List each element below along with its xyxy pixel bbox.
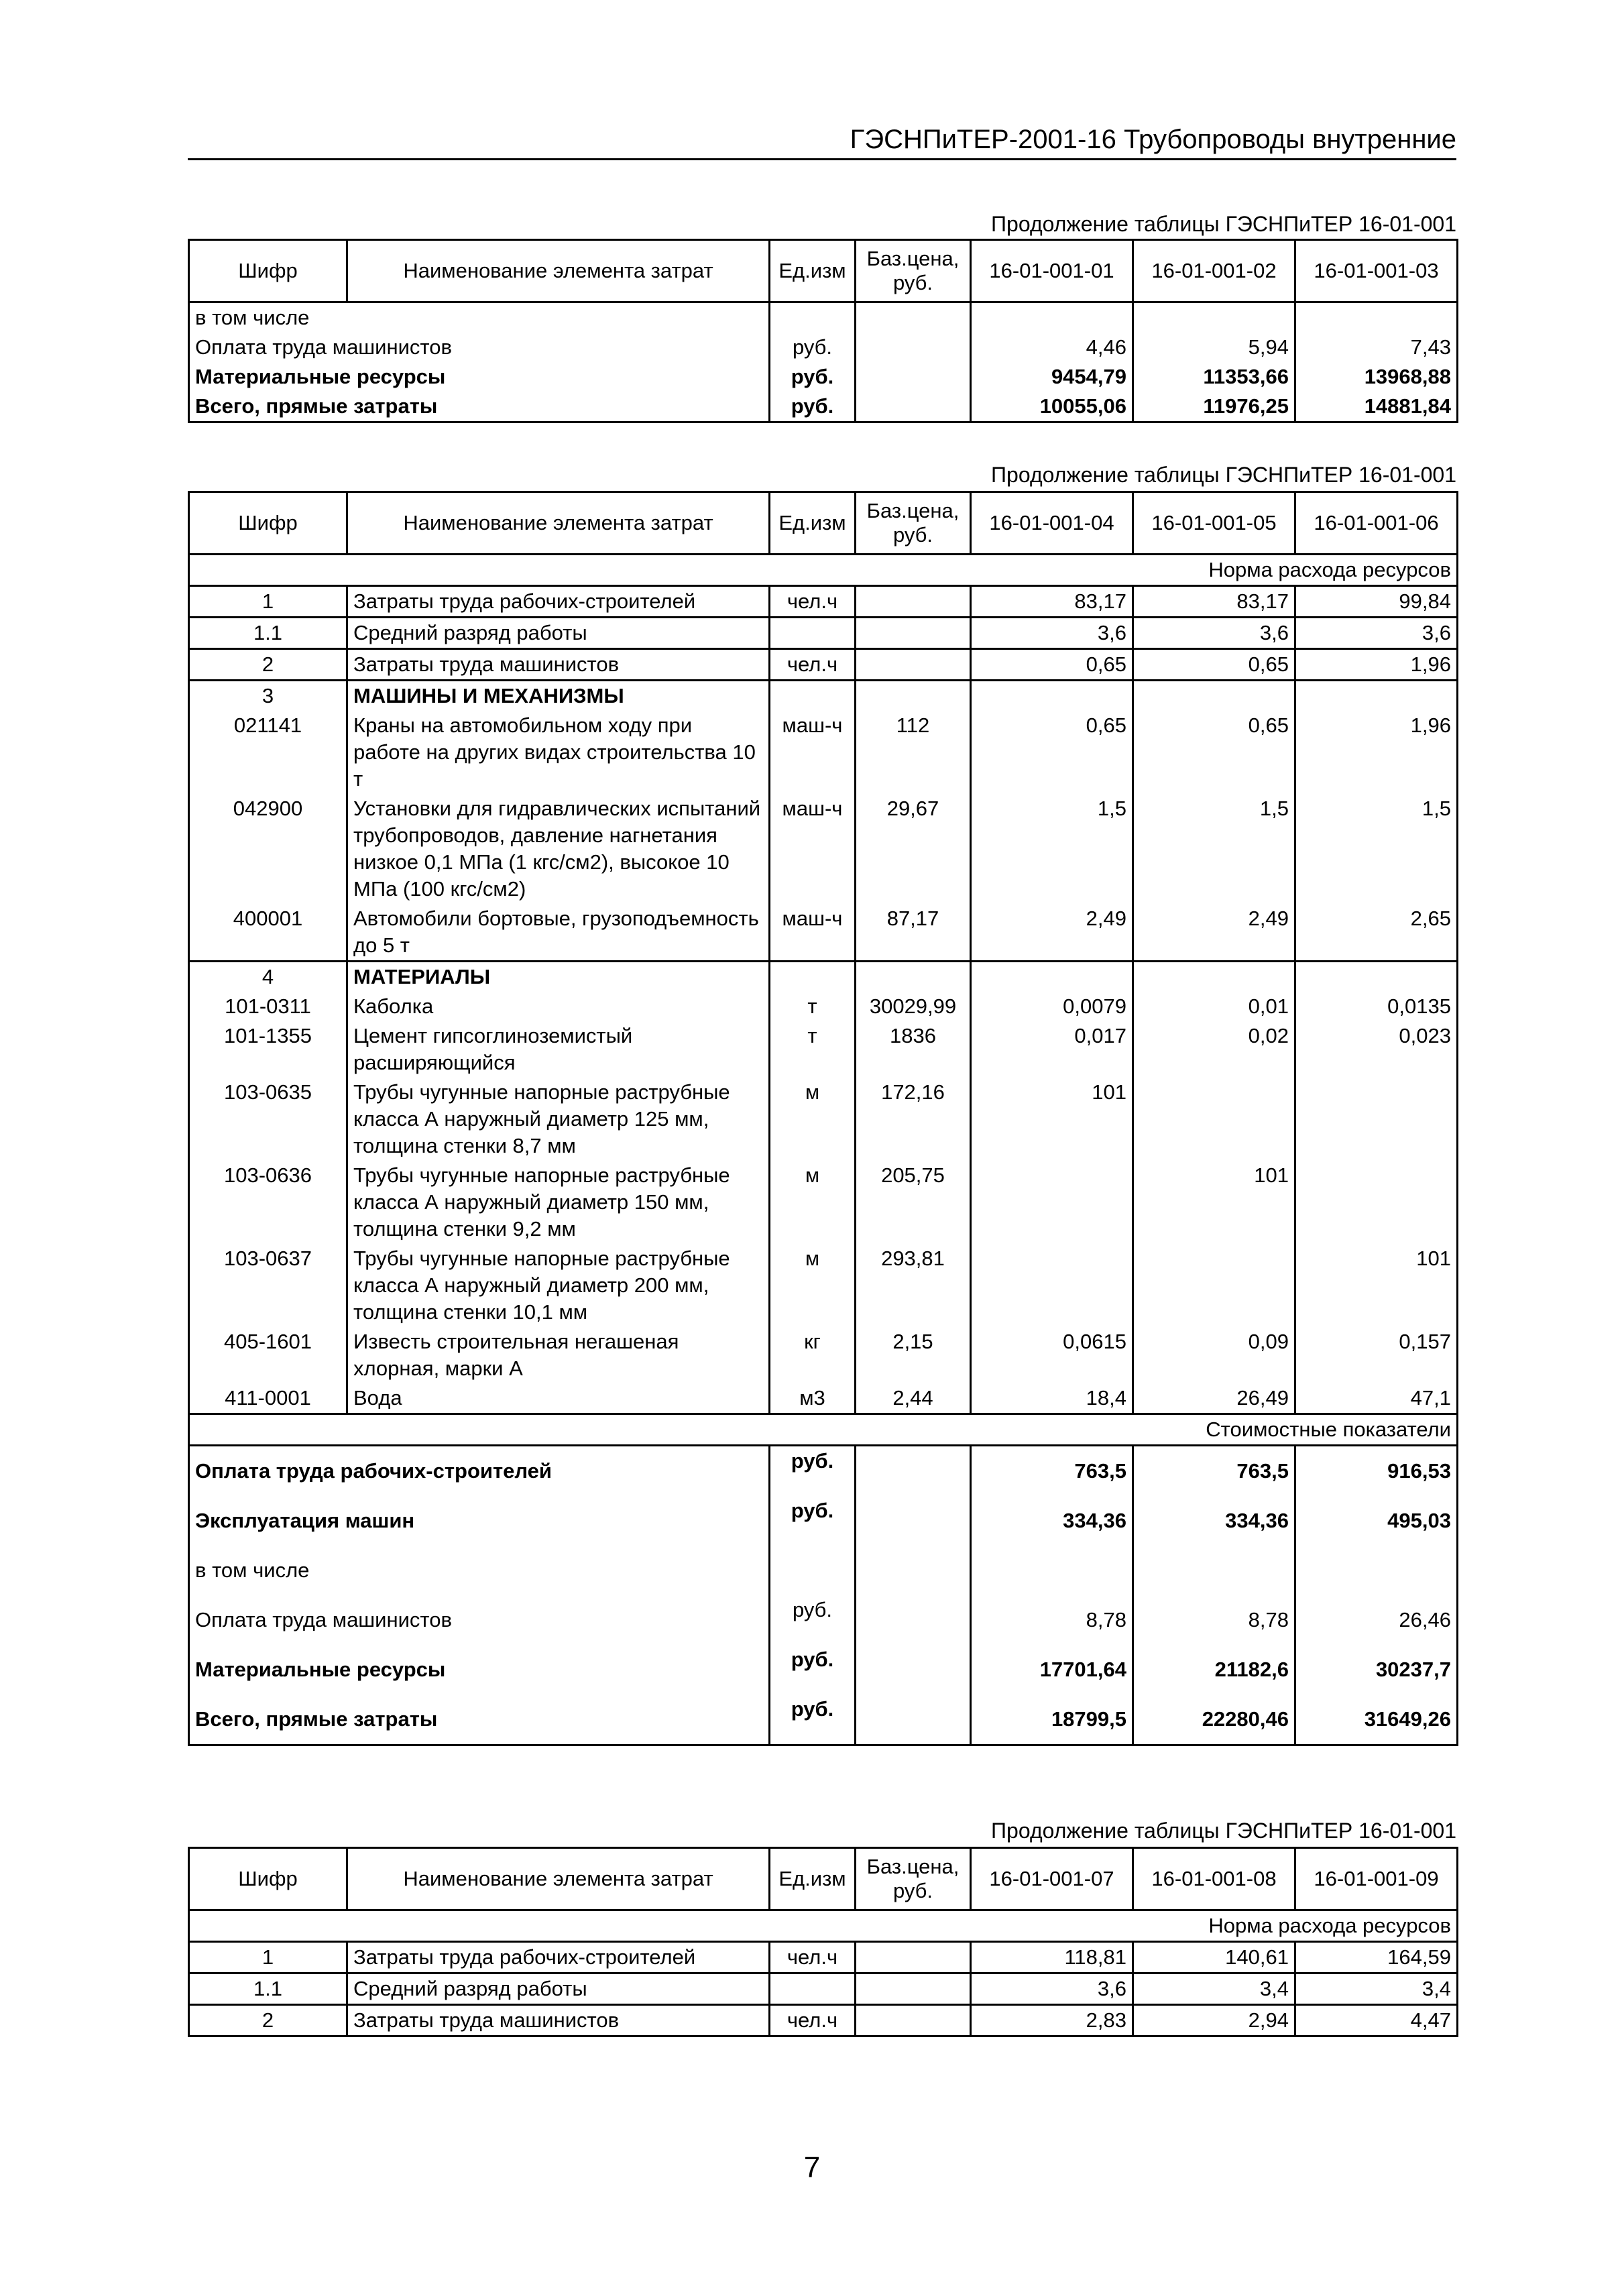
value-cell: 0,01 — [1133, 992, 1295, 1021]
value-cell: 2,94 — [1133, 2005, 1295, 2036]
price-cell — [856, 392, 971, 422]
page-number: 7 — [803, 2151, 821, 2184]
name-cell: Затраты труда машинистов — [347, 2005, 770, 2036]
value-cell — [1133, 681, 1295, 711]
col-price: Баз.цена, руб. — [856, 240, 971, 302]
col-name: Наименование элемента затрат — [347, 240, 770, 302]
col-v3: 16-01-001-03 — [1295, 240, 1458, 302]
table-row — [189, 649, 1458, 681]
table-1-header — [189, 240, 1458, 302]
value-cell: 1,96 — [1295, 649, 1458, 681]
table-row — [189, 1021, 1458, 1078]
unit-cell: руб. — [770, 1446, 856, 1497]
value-cell: 0,023 — [1295, 1021, 1458, 1078]
value-cell: 0,65 — [1133, 649, 1295, 681]
unit-cell: руб. — [770, 1595, 856, 1645]
col-v1: 16-01-001-01 — [971, 240, 1133, 302]
value-cell: 4,47 — [1295, 2005, 1458, 2036]
value-cell: 18799,5 — [971, 1695, 1133, 1745]
price-cell: 2,15 — [856, 1327, 971, 1383]
page-header — [188, 125, 1456, 160]
name-cell: Вода — [347, 1383, 770, 1414]
name-cell: Известь строительная негашеная хлорная, марки А — [347, 1327, 770, 1383]
table-row — [189, 362, 1458, 392]
value-cell: 11976,25 — [1133, 392, 1295, 422]
table-2 — [188, 491, 1458, 1746]
name-cell: Затраты труда рабочих-строителей — [347, 1942, 770, 1973]
col-v3: 16-01-001-09 — [1295, 1848, 1458, 1910]
unit-cell: чел.ч — [770, 1942, 856, 1973]
table-2-header — [189, 492, 1458, 555]
unit-cell: м — [770, 1078, 856, 1161]
unit-cell — [770, 1973, 856, 2005]
table-row — [189, 962, 1458, 992]
value-cell: 18,4 — [971, 1383, 1133, 1414]
unit-cell: руб. — [770, 1496, 856, 1546]
unit-cell: м3 — [770, 1383, 856, 1414]
unit-cell: руб. — [770, 362, 856, 392]
table-row — [189, 1942, 1458, 1973]
cost-name: Оплата труда машинистов — [189, 333, 770, 362]
table-row — [189, 1645, 1458, 1695]
price-cell — [856, 681, 971, 711]
value-cell: 9454,79 — [971, 362, 1133, 392]
code-cell: 3 — [189, 681, 347, 711]
table-row — [189, 1078, 1458, 1161]
unit-cell: т — [770, 1021, 856, 1078]
value-cell: 1,5 — [971, 794, 1133, 904]
col-name: Наименование элемента затрат — [347, 492, 770, 555]
value-cell: 0,65 — [1133, 711, 1295, 794]
col-code: Шифр — [189, 492, 347, 555]
code-cell: 103-0637 — [189, 1244, 347, 1327]
code-cell: 042900 — [189, 794, 347, 904]
code-cell: 103-0636 — [189, 1161, 347, 1244]
table-row — [189, 302, 1458, 333]
value-cell: 0,017 — [971, 1021, 1133, 1078]
code-cell: 1.1 — [189, 1973, 347, 2005]
value-cell: 83,17 — [1133, 586, 1295, 618]
unit-cell: чел.ч — [770, 2005, 856, 2036]
col-name: Наименование элемента затрат — [347, 1848, 770, 1910]
value-cell: 916,53 — [1295, 1446, 1458, 1497]
value-cell: 3,6 — [1295, 618, 1458, 649]
col-v2: 16-01-001-08 — [1133, 1848, 1295, 1910]
price-cell: 172,16 — [856, 1078, 971, 1161]
col-unit: Ед.изм — [770, 492, 856, 555]
value-cell — [1295, 1161, 1458, 1244]
value-cell: 7,43 — [1295, 333, 1458, 362]
value-cell — [1133, 1244, 1295, 1327]
price-cell — [856, 302, 971, 333]
table-row — [189, 333, 1458, 362]
col-price: Баз.цена, руб. — [856, 492, 971, 555]
cost-name: Оплата труда рабочих-строителей — [189, 1446, 770, 1497]
value-cell: 0,0135 — [1295, 992, 1458, 1021]
price-cell — [856, 649, 971, 681]
price-cell — [856, 2005, 971, 2036]
value-cell: 1,5 — [1133, 794, 1295, 904]
table-row — [189, 1546, 1458, 1595]
col-code: Шифр — [189, 1848, 347, 1910]
value-cell — [1295, 962, 1458, 992]
value-cell — [1295, 1078, 1458, 1161]
name-cell: МАТЕРИАЛЫ — [347, 962, 770, 992]
col-unit: Ед.изм — [770, 1848, 856, 1910]
value-cell — [971, 962, 1133, 992]
unit-cell: маш-ч — [770, 711, 856, 794]
table-row — [189, 904, 1458, 962]
value-cell — [1133, 302, 1295, 333]
value-cell: 334,36 — [1133, 1496, 1295, 1546]
price-cell: 205,75 — [856, 1161, 971, 1244]
value-cell: 14881,84 — [1295, 392, 1458, 422]
value-cell — [1133, 1078, 1295, 1161]
table-row — [189, 1496, 1458, 1546]
name-cell: Автомобили бортовые, грузоподъемность до 5 т — [347, 904, 770, 962]
value-cell — [1295, 681, 1458, 711]
value-cell: 31649,26 — [1295, 1695, 1458, 1745]
value-cell: 2,83 — [971, 2005, 1133, 2036]
table-caption-3: Продолжение таблицы ГЭСНПиТЕР 16-01-001 — [991, 1819, 1456, 1843]
norm-label: Норма расхода ресурсов — [189, 555, 1458, 586]
table-row — [189, 1446, 1458, 1497]
value-cell: 4,46 — [971, 333, 1133, 362]
value-cell: 763,5 — [971, 1446, 1133, 1497]
col-price: Баз.цена, руб. — [856, 1848, 971, 1910]
name-cell: Каболка — [347, 992, 770, 1021]
norm-row — [189, 1910, 1458, 1942]
price-cell — [856, 333, 971, 362]
value-cell — [1295, 1546, 1458, 1595]
code-cell: 2 — [189, 2005, 347, 2036]
price-cell — [856, 1446, 971, 1497]
unit-cell: руб. — [770, 1695, 856, 1745]
unit-cell — [770, 962, 856, 992]
value-cell: 11353,66 — [1133, 362, 1295, 392]
code-cell: 101-1355 — [189, 1021, 347, 1078]
unit-cell: чел.ч — [770, 649, 856, 681]
cost-name: Материальные ресурсы — [189, 1645, 770, 1695]
table-caption-2: Продолжение таблицы ГЭСНПиТЕР 16-01-001 — [991, 463, 1456, 487]
value-cell: 3,6 — [971, 618, 1133, 649]
col-v1: 16-01-001-04 — [971, 492, 1133, 555]
unit-cell: кг — [770, 1327, 856, 1383]
code-cell: 103-0635 — [189, 1078, 347, 1161]
value-cell — [971, 1546, 1133, 1595]
code-cell: 101-0311 — [189, 992, 347, 1021]
name-cell: Трубы чугунные напорные раструбные класса А наружный диаметр 150 мм, толщина стенки 9,2 мм — [347, 1161, 770, 1244]
table-row — [189, 1695, 1458, 1745]
value-cell: 13968,88 — [1295, 362, 1458, 392]
value-cell: 101 — [971, 1078, 1133, 1161]
value-cell: 47,1 — [1295, 1383, 1458, 1414]
value-cell: 0,0079 — [971, 992, 1133, 1021]
unit-cell: руб. — [770, 333, 856, 362]
value-cell: 118,81 — [971, 1942, 1133, 1973]
cost-name: Оплата труда машинистов — [189, 1595, 770, 1645]
price-cell — [856, 962, 971, 992]
unit-cell — [770, 681, 856, 711]
price-cell — [856, 1695, 971, 1745]
price-cell — [856, 1546, 971, 1595]
table-row — [189, 1595, 1458, 1645]
value-cell — [1133, 962, 1295, 992]
price-cell: 112 — [856, 711, 971, 794]
table-row — [189, 1161, 1458, 1244]
value-cell: 17701,64 — [971, 1645, 1133, 1695]
norm-label: Норма расхода ресурсов — [189, 1910, 1458, 1942]
value-cell: 2,65 — [1295, 904, 1458, 962]
value-cell: 26,46 — [1295, 1595, 1458, 1645]
table-3 — [188, 1847, 1458, 2037]
value-cell: 21182,6 — [1133, 1645, 1295, 1695]
value-cell: 140,61 — [1133, 1942, 1295, 1973]
code-cell: 1.1 — [189, 618, 347, 649]
value-cell: 99,84 — [1295, 586, 1458, 618]
value-cell: 101 — [1133, 1161, 1295, 1244]
value-cell: 8,78 — [1133, 1595, 1295, 1645]
value-cell: 3,4 — [1295, 1973, 1458, 2005]
table-row — [189, 1383, 1458, 1414]
value-cell: 2,49 — [971, 904, 1133, 962]
unit-cell: т — [770, 992, 856, 1021]
value-cell: 10055,06 — [971, 392, 1133, 422]
code-cell: 1 — [189, 586, 347, 618]
value-cell: 763,5 — [1133, 1446, 1295, 1497]
name-cell: Установки для гидравлических испытаний трубопроводов, давление нагнетания низкое 0,1 МПа (1 кгс/см2), высокое 10 МПа (100 кгс/см2) — [347, 794, 770, 904]
price-cell — [856, 1973, 971, 2005]
value-cell: 8,78 — [971, 1595, 1133, 1645]
name-cell: Трубы чугунные напорные раструбные класса А наружный диаметр 125 мм, толщина стенки 8,7 мм — [347, 1078, 770, 1161]
price-cell: 30029,99 — [856, 992, 971, 1021]
value-cell — [1295, 302, 1458, 333]
table-row — [189, 681, 1458, 711]
unit-cell — [770, 618, 856, 649]
table-row — [189, 794, 1458, 904]
col-v1: 16-01-001-07 — [971, 1848, 1133, 1910]
value-cell: 0,65 — [971, 711, 1133, 794]
cost-name: в том числе — [189, 302, 770, 333]
value-cell — [971, 302, 1133, 333]
price-cell: 2,44 — [856, 1383, 971, 1414]
cost-label: Стоимостные показатели — [189, 1414, 1458, 1446]
name-cell: Затраты труда машинистов — [347, 649, 770, 681]
price-cell: 29,67 — [856, 794, 971, 904]
cost-name: Всего, прямые затраты — [189, 1695, 770, 1745]
code-cell: 2 — [189, 649, 347, 681]
value-cell: 22280,46 — [1133, 1695, 1295, 1745]
value-cell: 2,49 — [1133, 904, 1295, 962]
value-cell: 1,5 — [1295, 794, 1458, 904]
name-cell: Средний разряд работы — [347, 1973, 770, 2005]
value-cell: 1,96 — [1295, 711, 1458, 794]
value-cell — [971, 1244, 1133, 1327]
table-3-header — [189, 1848, 1458, 1910]
value-cell: 30237,7 — [1295, 1645, 1458, 1695]
unit-cell: руб. — [770, 392, 856, 422]
norm-row — [189, 555, 1458, 586]
price-cell: 87,17 — [856, 904, 971, 962]
unit-cell: руб. — [770, 1645, 856, 1695]
unit-cell: чел.ч — [770, 586, 856, 618]
name-cell: Трубы чугунные напорные раструбные класса А наружный диаметр 200 мм, толщина стенки 10,1 мм — [347, 1244, 770, 1327]
price-cell — [856, 1942, 971, 1973]
table-row — [189, 711, 1458, 794]
table-row — [189, 618, 1458, 649]
name-cell: Затраты труда рабочих-строителей — [347, 586, 770, 618]
table-row — [189, 392, 1458, 422]
unit-cell: м — [770, 1244, 856, 1327]
value-cell: 495,03 — [1295, 1496, 1458, 1546]
value-cell: 334,36 — [971, 1496, 1133, 1546]
price-cell — [856, 618, 971, 649]
value-cell: 3,4 — [1133, 1973, 1295, 2005]
name-cell: Цемент гипсоглиноземистый расширяющийся — [347, 1021, 770, 1078]
code-cell: 411-0001 — [189, 1383, 347, 1414]
table-row — [189, 1973, 1458, 2005]
unit-cell: м — [770, 1161, 856, 1244]
name-cell: МАШИНЫ И МЕХАНИЗМЫ — [347, 681, 770, 711]
price-cell — [856, 362, 971, 392]
cost-name: Эксплуатация машин — [189, 1496, 770, 1546]
cost-name: Материальные ресурсы — [189, 362, 770, 392]
value-cell: 3,6 — [971, 1973, 1133, 2005]
unit-cell — [770, 302, 856, 333]
unit-cell — [770, 1546, 856, 1595]
unit-cell: маш-ч — [770, 794, 856, 904]
value-cell — [971, 681, 1133, 711]
code-cell: 405-1601 — [189, 1327, 347, 1383]
name-cell: Средний разряд работы — [347, 618, 770, 649]
code-cell: 400001 — [189, 904, 347, 962]
value-cell: 5,94 — [1133, 333, 1295, 362]
value-cell — [1133, 1546, 1295, 1595]
value-cell: 0,0615 — [971, 1327, 1133, 1383]
name-cell: Краны на автомобильном ходу при работе на других видах строительства 10 т — [347, 711, 770, 794]
code-cell: 021141 — [189, 711, 347, 794]
table-row — [189, 992, 1458, 1021]
value-cell: 0,09 — [1133, 1327, 1295, 1383]
price-cell: 1836 — [856, 1021, 971, 1078]
code-cell: 4 — [189, 962, 347, 992]
value-cell: 0,157 — [1295, 1327, 1458, 1383]
value-cell: 83,17 — [971, 586, 1133, 618]
col-unit: Ед.изм — [770, 240, 856, 302]
value-cell: 164,59 — [1295, 1942, 1458, 1973]
price-cell — [856, 1496, 971, 1546]
col-v2: 16-01-001-02 — [1133, 240, 1295, 302]
table-row — [189, 2005, 1458, 2036]
price-cell: 293,81 — [856, 1244, 971, 1327]
col-v3: 16-01-001-06 — [1295, 492, 1458, 555]
cost-name: Всего, прямые затраты — [189, 392, 770, 422]
price-cell — [856, 1595, 971, 1645]
value-cell: 3,6 — [1133, 618, 1295, 649]
table-caption-1: Продолжение таблицы ГЭСНПиТЕР 16-01-001 — [991, 212, 1456, 236]
price-cell — [856, 586, 971, 618]
table-1 — [188, 239, 1458, 423]
col-v2: 16-01-001-05 — [1133, 492, 1295, 555]
value-cell: 0,65 — [971, 649, 1133, 681]
value-cell: 26,49 — [1133, 1383, 1295, 1414]
table-row — [189, 1327, 1458, 1383]
col-code: Шифр — [189, 240, 347, 302]
unit-cell: маш-ч — [770, 904, 856, 962]
value-cell — [971, 1161, 1133, 1244]
code-cell: 1 — [189, 1942, 347, 1973]
cost-name: в том числе — [189, 1546, 770, 1595]
header-title: ГЭСНПиТЕР-2001-16 Трубопроводы внутренние — [850, 125, 1456, 154]
value-cell: 0,02 — [1133, 1021, 1295, 1078]
table-row — [189, 1244, 1458, 1327]
value-cell: 101 — [1295, 1244, 1458, 1327]
table-row — [189, 586, 1458, 618]
cost-row — [189, 1414, 1458, 1446]
price-cell — [856, 1645, 971, 1695]
